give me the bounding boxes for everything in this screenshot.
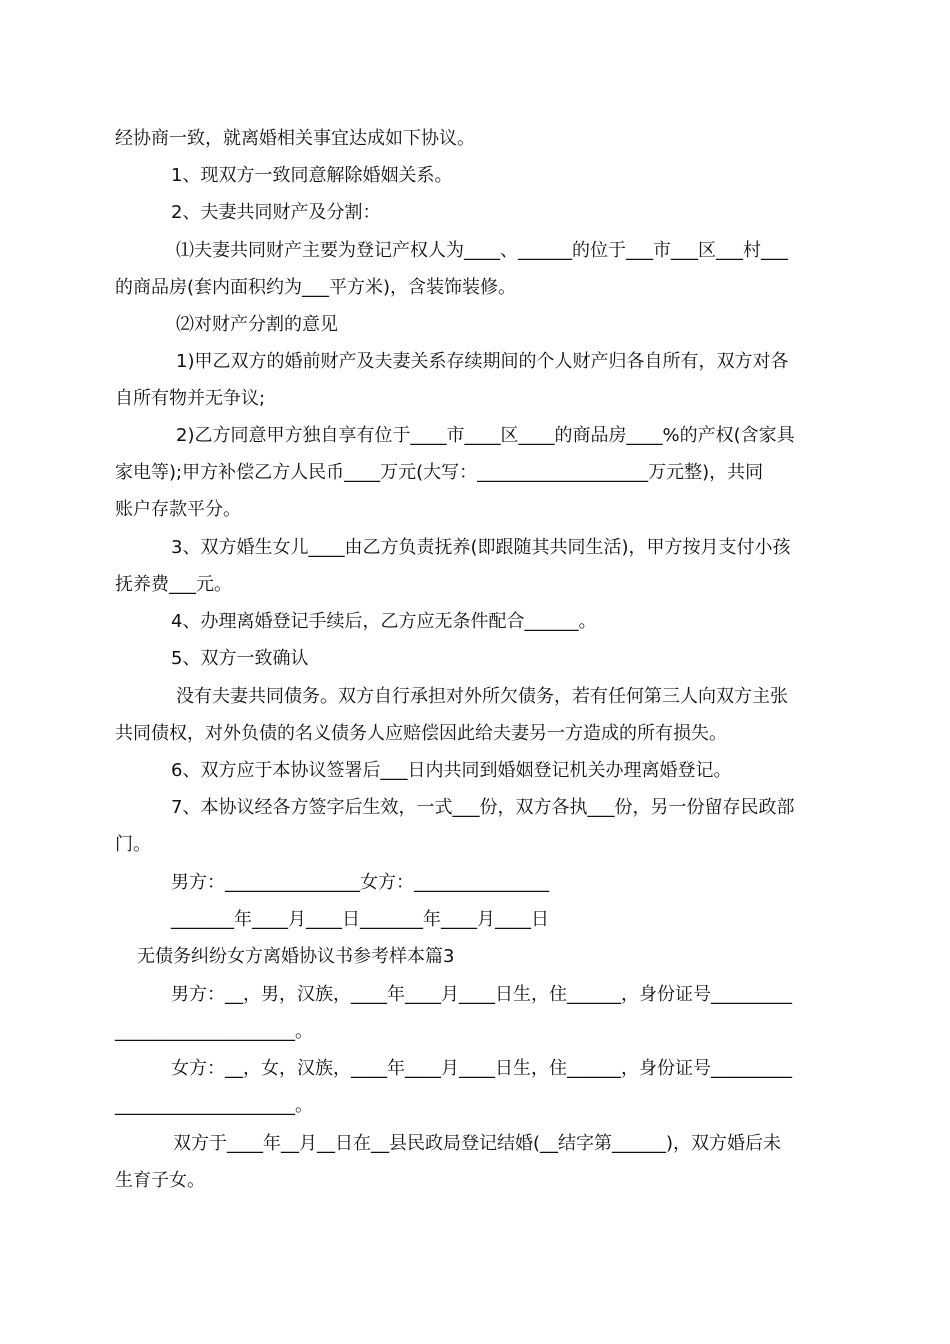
text-line: 自所有物并无争议; <box>115 388 266 409</box>
text-line: 账户存款平分。 <box>115 499 241 520</box>
section-heading: 无债务纠纷女方离婚协议书参考样本篇3 <box>137 946 455 967</box>
text-line: 女方：__，女，汉族，____年____月____日生，住______，身份证号_________ <box>171 1058 792 1079</box>
text-line: 4、办理离婚登记手续后，乙方应无条件配合______。 <box>171 611 597 632</box>
text-line: ⑴夫妻共同财产主要为登记产权人为____、______的位于___市___区___村___ <box>176 240 788 261</box>
text-line: ____________________。 <box>115 1021 313 1042</box>
text-line: 2、夫妻共同财产及分割： <box>171 202 381 223</box>
text-line: 3、双方婚生女儿____由乙方负责抚养(即跟随其共同生活)，甲方按月支付小孩 <box>171 537 791 558</box>
text-line: 的商品房(套内面积约为___平方米)，含装饰装修。 <box>115 277 517 298</box>
text-line: 门。 <box>115 834 151 855</box>
text-line: 男方：__，男，汉族，____年____月____日生，住______，身份证号_________ <box>171 984 792 1005</box>
text-line: ____________________。 <box>115 1095 313 1116</box>
text-line: 1、现双方一致同意解除婚姻关系。 <box>171 165 453 186</box>
text-line: 生育子女。 <box>115 1170 205 1191</box>
text-line: 6、双方应于本协议签署后___日内共同到婚姻登记机关办理离婚登记。 <box>171 760 732 781</box>
text-line: 双方于____年__月__日在__县民政局登记结婚(__结字第______)，双方婚后未 <box>173 1133 782 1154</box>
text-line: 共同债权，对外负债的名义债务人应赔偿因此给夫妻另一方造成的所有损失。 <box>115 723 727 744</box>
text-line: 经协商一致，就离婚相关事宜达成如下协议。 <box>115 128 475 149</box>
text-line: 1)甲乙双方的婚前财产及夫妻关系存续期间的个人财产归各自所有，双方对各 <box>176 351 789 372</box>
text-line: ⑵对财产分割的意见 <box>176 314 338 335</box>
text-line: 抚养费___元。 <box>115 574 232 595</box>
text-line: 没有夫妻共同债务。双方自行承担对外所欠债务，若有任何第三人向双方主张 <box>176 686 788 707</box>
signature-line: 男方：_______________女方：_______________ <box>171 872 549 893</box>
text-line: 7、本协议经各方签字后生效，一式___份，双方各执___份，另一份留存民政部 <box>171 797 795 818</box>
date-line: _______年____月____日_______年____月____日 <box>171 909 549 930</box>
text-line: 5、双方一致确认 <box>171 648 309 669</box>
text-line: 2)乙方同意甲方独自享有位于____市____区____的商品房____%的产权(含家具 <box>176 425 795 446</box>
text-line: 家电等);甲方补偿乙方人民币____万元(大写：___________________万元整)，共同 <box>115 462 764 483</box>
